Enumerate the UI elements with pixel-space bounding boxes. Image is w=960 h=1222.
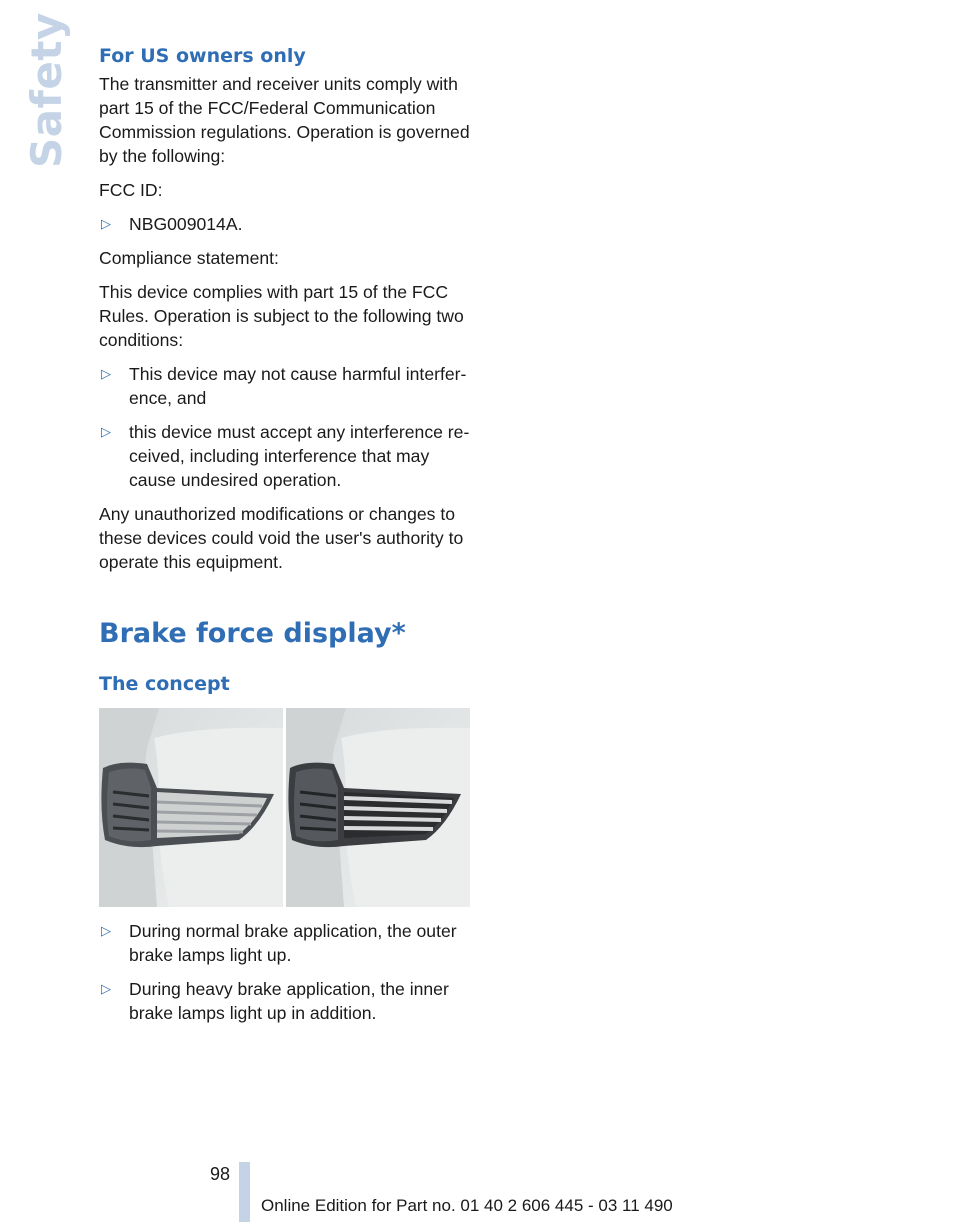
side-tab-label: Safety (22, 12, 71, 168)
edition-footer: Online Edition for Part no. 01 40 2 606 445 - 03 11 490 (261, 1196, 673, 1215)
brake-lamps-figure (99, 708, 471, 907)
list-item (99, 977, 477, 1025)
tail-lamp-normal-illustration (99, 708, 283, 907)
footer-divider (239, 1162, 250, 1222)
tail-lamp-heavy-illustration (286, 708, 470, 907)
normal-braking-image (99, 708, 283, 907)
compliance-text: This device complies with part 15 of the FCC Rules. Operation is subject to the following two conditions: (99, 282, 464, 350)
compliance-label: Compliance statement: (99, 248, 279, 268)
list-item (99, 212, 477, 236)
fcc-heading: For US owners only (99, 45, 306, 67)
fcc-warning: Any unauthorized modifications or changes to these devices could void the user's authority to operate this equipment. (99, 504, 464, 572)
heavy-braking-image (286, 708, 470, 907)
condition-text: this device must accept any interference re- ceived, including interference that may cause undesired operation. (129, 422, 470, 490)
triangle-bullet-icon: ▷ (101, 366, 111, 381)
brake-bullet-text: During heavy brake application, the inner brake lamps light up in addition. (129, 979, 449, 1023)
triangle-bullet-icon: ▷ (101, 923, 111, 938)
brake-bullet-text: During normal brake application, the outer brake lamps light up. (129, 921, 457, 965)
fcc-id-value: NBG009014A. (129, 214, 243, 234)
page-number: 98 (210, 1164, 231, 1184)
fcc-intro: The transmitter and receiver units comply with part 15 of the FCC/Federal Communication Commission regulations. Operation is governed by the following: (99, 74, 470, 166)
list-item (99, 420, 477, 492)
list-item (99, 362, 477, 410)
triangle-bullet-icon: ▷ (101, 216, 111, 231)
side-tab (22, 12, 72, 170)
brake-subheading: The concept (99, 673, 230, 695)
triangle-bullet-icon: ▷ (101, 981, 111, 996)
fcc-id-label: FCC ID: (99, 180, 163, 200)
list-item (99, 919, 477, 967)
main-column (99, 44, 477, 1035)
triangle-bullet-icon: ▷ (101, 424, 111, 439)
condition-text: This device may not cause harmful interfer- ence, and (129, 364, 467, 408)
brake-heading: Brake force display* (99, 618, 406, 649)
